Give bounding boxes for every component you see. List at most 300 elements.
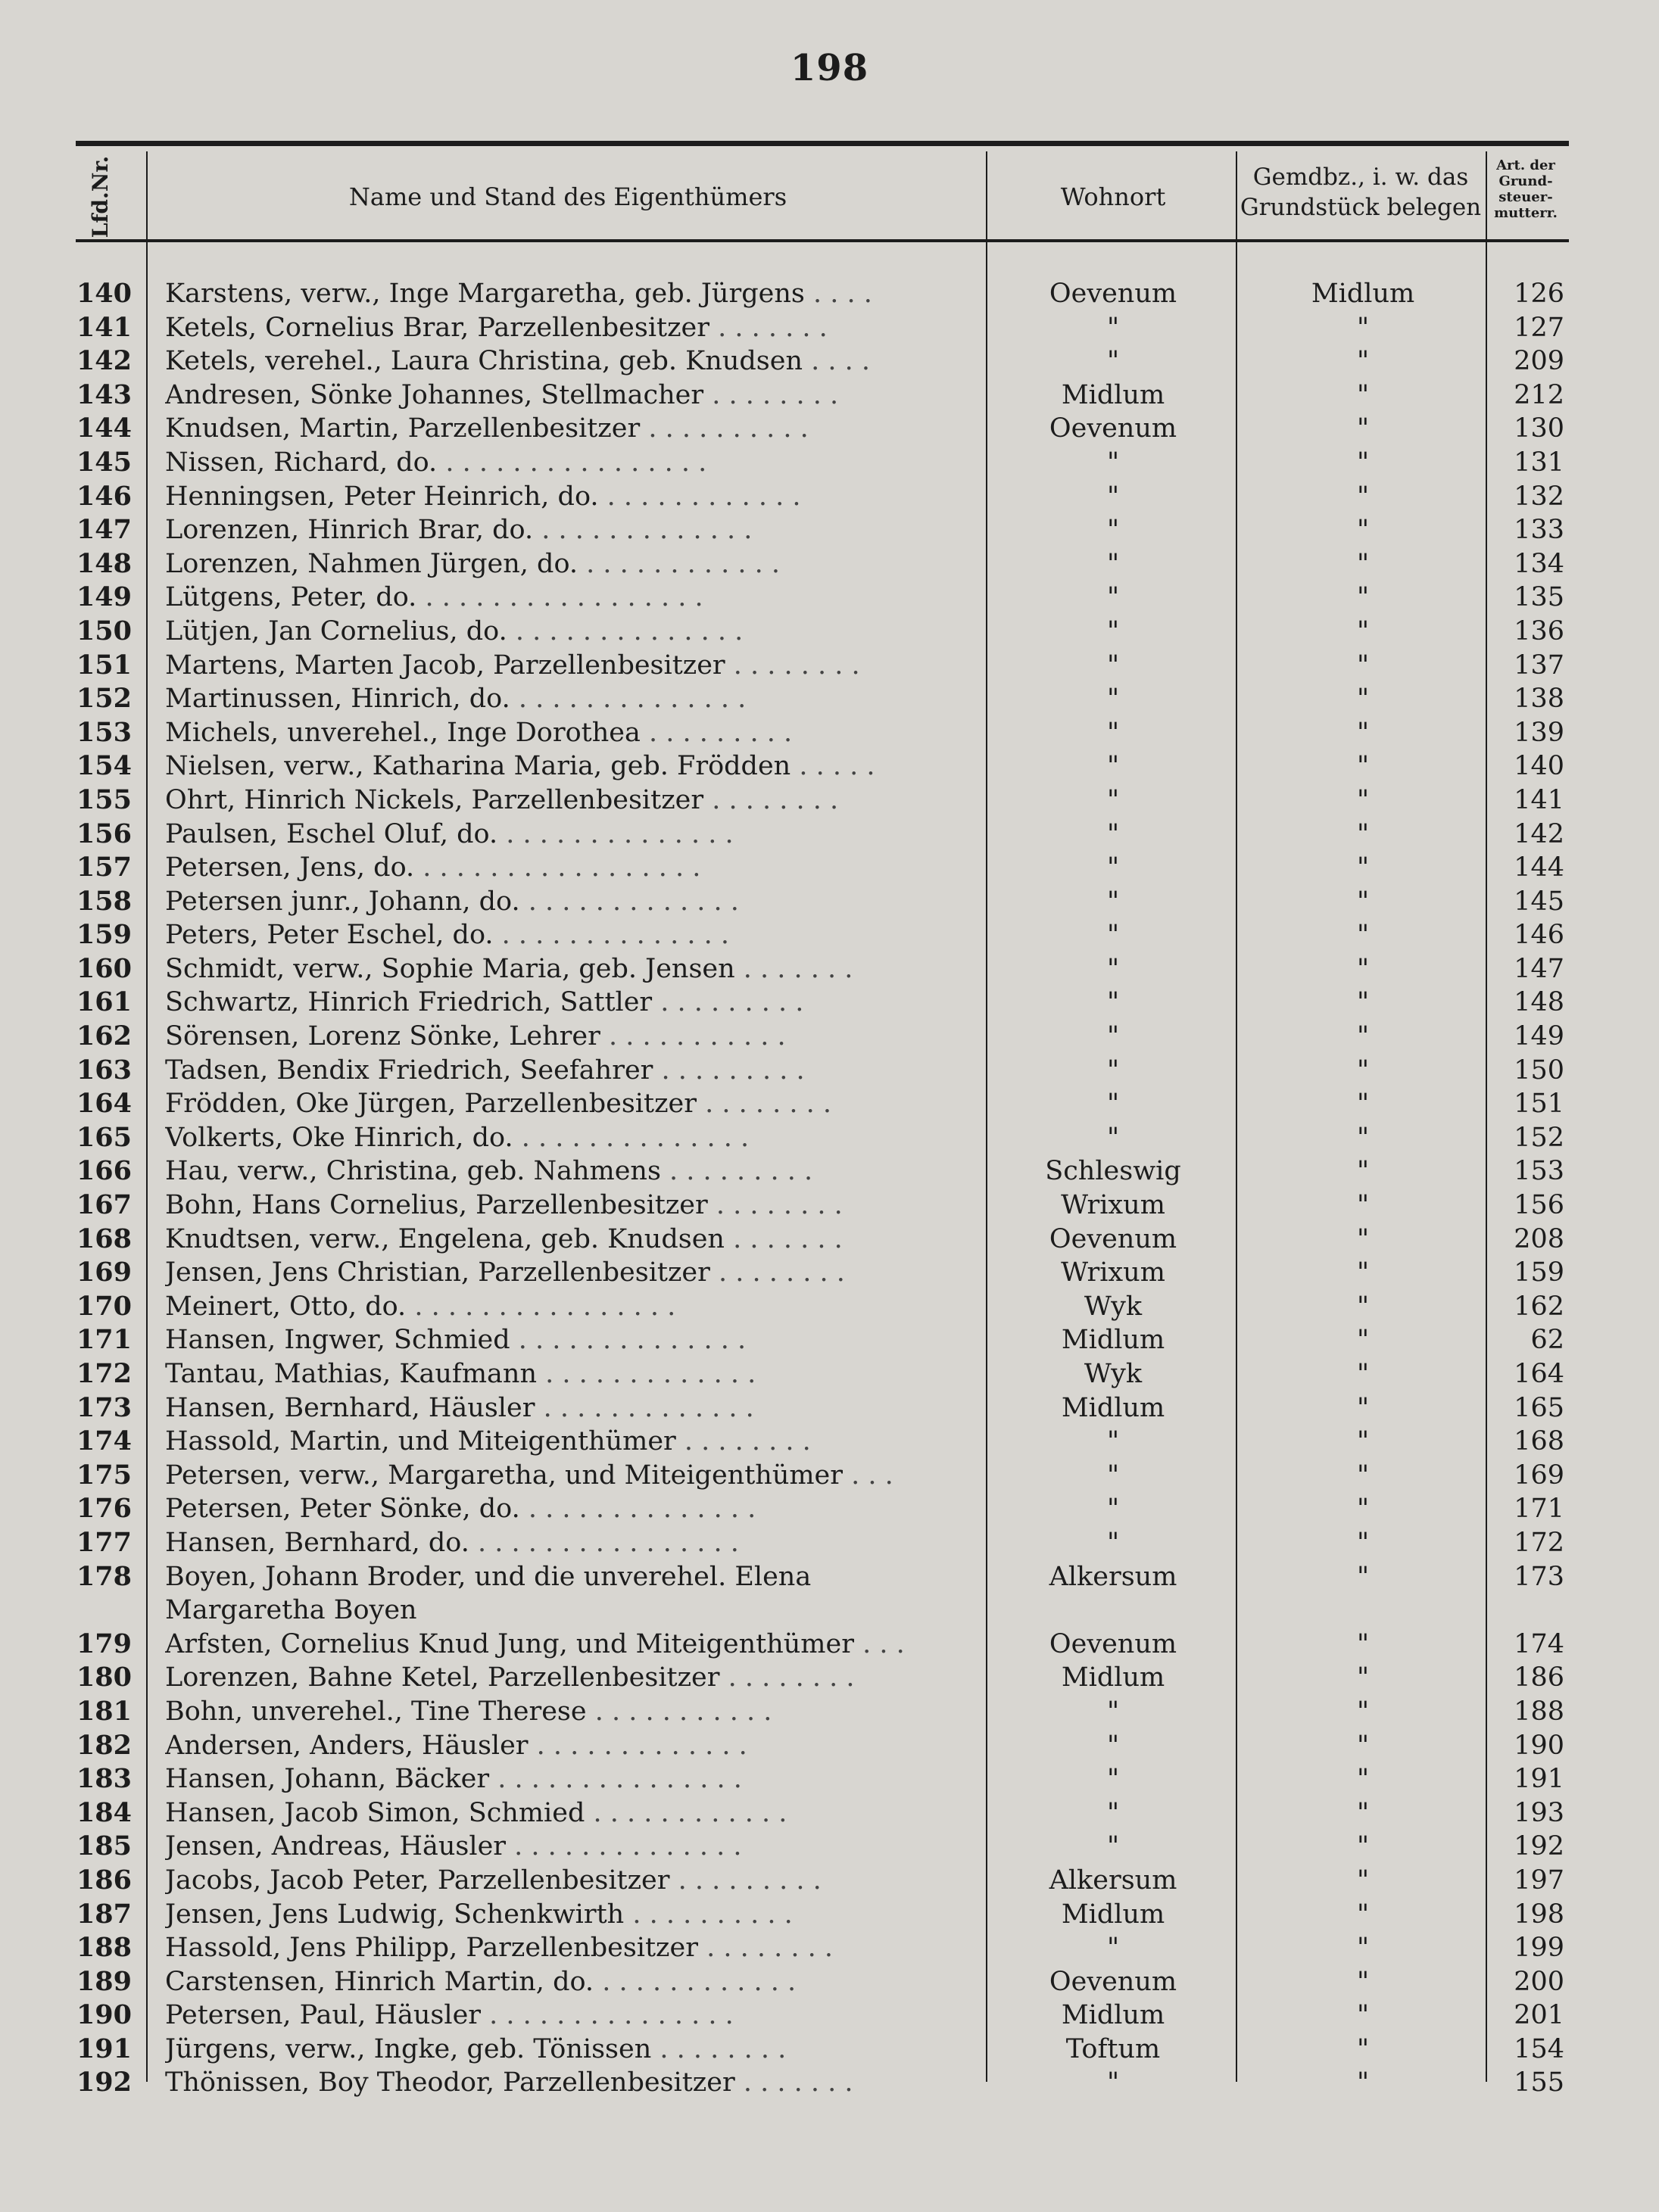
- article-number: 159: [1514, 1257, 1564, 1288]
- dot-leader: . . . . . . . . . . . . . .: [510, 1325, 747, 1356]
- owner-name: [165, 885, 975, 918]
- row-number: 168: [76, 1223, 132, 1254]
- article-number: 62: [1530, 1325, 1564, 1356]
- table-row: [0, 1628, 1659, 1662]
- dot-leader: . . . . . . . .: [707, 1190, 843, 1221]
- row-number: 192: [76, 2067, 132, 2098]
- gemarkung: ": [1356, 852, 1370, 883]
- row-number: 190: [76, 1999, 132, 2031]
- wohnort: ": [1106, 1831, 1120, 1862]
- owner-name: [165, 1290, 975, 1323]
- owner-name: [165, 1965, 975, 1999]
- dot-leader: . . . .: [804, 279, 872, 309]
- owner-name: [165, 1357, 975, 1391]
- dot-leader: . . . . . . . . .: [660, 1156, 813, 1187]
- dot-leader: . . . . . . .: [709, 312, 828, 343]
- gemarkung: ": [1356, 1325, 1370, 1356]
- row-number: 183: [76, 1763, 132, 1795]
- owner-name: [165, 379, 975, 412]
- gemarkung: ": [1356, 717, 1370, 748]
- owner-name: [165, 716, 975, 749]
- owner-name: [165, 412, 975, 445]
- owner-name: [165, 1223, 975, 1256]
- owner-name: [165, 2033, 975, 2066]
- gemarkung: ": [1356, 1764, 1370, 1795]
- header-nr: [74, 151, 127, 238]
- row-number: 177: [76, 1526, 132, 1558]
- article-number: 155: [1514, 2067, 1564, 2098]
- article-number: 135: [1514, 582, 1564, 613]
- owner-name-text: Andersen, Anders, Häusler: [165, 1730, 529, 1761]
- gemarkung: ": [1356, 1628, 1370, 1659]
- table-row: [0, 547, 1659, 581]
- gemarkung: ": [1356, 548, 1370, 579]
- table-row: [0, 2033, 1659, 2067]
- owner-name: [165, 818, 975, 851]
- owner-name-text: Tantau, Mathias, Kaufmann: [165, 1359, 537, 1389]
- article-number: 130: [1514, 413, 1564, 444]
- article-number: 139: [1514, 717, 1564, 748]
- owner-name: [165, 1628, 975, 1661]
- article-number: 186: [1514, 1662, 1564, 1693]
- dot-leader: . . . . . . . . . . . .: [598, 481, 801, 512]
- dot-leader: . . . . . . . . . . .: [586, 1696, 772, 1727]
- table-row: [0, 1223, 1659, 1257]
- row-number: 144: [76, 413, 132, 444]
- wohnort: ": [1106, 1764, 1120, 1795]
- owner-name-text: Hansen, Bernhard, Häusler: [165, 1392, 535, 1423]
- wohnort: Midlum: [1061, 1325, 1165, 1356]
- row-number: 172: [76, 1358, 132, 1389]
- wohnort: Wyk: [1084, 1291, 1143, 1322]
- owner-name: [165, 952, 975, 986]
- row-number: 169: [76, 1257, 132, 1288]
- article-number: 127: [1514, 312, 1564, 343]
- owner-name: [165, 1087, 975, 1120]
- table-row: [0, 311, 1659, 345]
- gemarkung: ": [1356, 1223, 1370, 1254]
- article-number: 199: [1514, 1933, 1564, 1964]
- header-nr-label: Lfd.Nr.: [88, 155, 113, 238]
- gemarkung: ": [1356, 447, 1370, 478]
- wohnort: ": [1106, 515, 1120, 546]
- gemarkung: ": [1356, 582, 1370, 613]
- dot-leader: . . . . . . . . . . . . .: [537, 1359, 756, 1389]
- owner-name: [165, 1526, 975, 1559]
- owner-name: [165, 1560, 975, 1627]
- dot-leader: . . . . . . . .: [703, 784, 839, 815]
- row-number: 159: [76, 919, 132, 951]
- gemarkung: ": [1356, 1291, 1370, 1322]
- owner-name-text: Ketels, Cornelius Brar, Parzellenbesitzer: [165, 312, 710, 343]
- wohnort: ": [1106, 852, 1120, 883]
- wohnort: ": [1106, 1021, 1120, 1052]
- owner-name-text: Andresen, Sönke Johannes, Stellmacher: [165, 379, 704, 410]
- table-row: [0, 1087, 1659, 1121]
- wohnort: Wrixum: [1061, 1190, 1165, 1221]
- table-row: [0, 649, 1659, 683]
- gemarkung: ": [1356, 1899, 1370, 1930]
- owner-name: [165, 344, 975, 378]
- article-number: 141: [1514, 784, 1564, 815]
- row-number: 152: [76, 683, 132, 715]
- table-row: [0, 1459, 1659, 1493]
- header-wohnort: Wohnort: [1060, 182, 1166, 211]
- table-row: [0, 1290, 1659, 1324]
- gemarkung: ": [1356, 2067, 1370, 2098]
- owner-name: [165, 1459, 975, 1492]
- owner-name-text: Jensen, Jens Christian, Parzellenbesitzer: [165, 1257, 710, 1288]
- dot-leader: . . . . . . . . . . .: [600, 1021, 786, 1052]
- wohnort: ": [1106, 1730, 1120, 1761]
- dot-leader: . . . . . . . . . . . . . .: [510, 684, 747, 715]
- top-rule: [76, 141, 1569, 146]
- row-number: 186: [76, 1864, 132, 1896]
- table-row: [0, 749, 1659, 784]
- dot-leader: . . . . . . . . . . . . . .: [519, 1494, 756, 1525]
- gemarkung: ": [1356, 1021, 1370, 1052]
- gemarkung: ": [1356, 1392, 1370, 1423]
- gemarkung: ": [1356, 413, 1370, 444]
- owner-name: [165, 784, 975, 817]
- dot-leader: . . . . . . . . . . . . .: [528, 1730, 747, 1761]
- row-number: 163: [76, 1054, 132, 1086]
- gemarkung: ": [1356, 920, 1370, 951]
- gemarkung: ": [1356, 953, 1370, 984]
- article-number: 134: [1514, 548, 1564, 579]
- page-number: 198: [790, 47, 869, 89]
- table-row: [0, 1054, 1659, 1088]
- wohnort: ": [1106, 684, 1120, 715]
- row-number: 166: [76, 1155, 132, 1187]
- table-row: [0, 818, 1659, 852]
- article-number: 168: [1514, 1426, 1564, 1457]
- owner-name-text: Petersen, Jens, do.: [165, 852, 415, 883]
- dot-leader: . . . . . . . . . . . . .: [535, 1392, 754, 1423]
- article-number: 174: [1514, 1628, 1564, 1659]
- dot-leader: . . . . . . . .: [703, 379, 839, 410]
- dot-leader: . . . . . . . . . . . . .: [533, 515, 753, 546]
- table-row: [0, 1999, 1659, 2033]
- dot-leader: . . . . . . . . . .: [624, 1899, 793, 1930]
- table-row: [0, 344, 1659, 379]
- gemarkung: ": [1356, 1561, 1370, 1592]
- article-number: 138: [1514, 684, 1564, 715]
- table-row: [0, 1965, 1659, 1999]
- owner-name: [165, 513, 975, 547]
- row-number: 182: [76, 1729, 132, 1761]
- owner-name-text: Ketels, verehel., Laura Christina, geb. Knudsen: [165, 346, 803, 377]
- table-row: [0, 1729, 1659, 1763]
- article-number: 152: [1514, 1122, 1564, 1153]
- owner-name: [165, 1492, 975, 1525]
- owner-name-text: Sörensen, Lorenz Sönke, Lehrer: [165, 1021, 600, 1052]
- gemarkung: ": [1356, 1494, 1370, 1525]
- article-number: 148: [1514, 987, 1564, 1018]
- owner-name-text: Hansen, Johann, Bäcker: [165, 1764, 490, 1795]
- article-number: 190: [1514, 1730, 1564, 1761]
- owner-name-text: Schwartz, Hinrich Friedrich, Sattler: [165, 987, 653, 1018]
- wohnort: ": [1106, 2067, 1120, 2098]
- table-row: [0, 918, 1659, 952]
- owner-name-text: Martens, Marten Jacob, Parzellenbesitzer: [165, 650, 725, 681]
- gemarkung: ": [1356, 1089, 1370, 1120]
- dot-leader: . . . . . . . . . . . . .: [519, 886, 739, 917]
- table-row: [0, 1357, 1659, 1391]
- table-row: [0, 682, 1659, 716]
- table-row: [0, 1323, 1659, 1357]
- wohnort: ": [1106, 1089, 1120, 1120]
- article-number: 164: [1514, 1359, 1564, 1389]
- article-number: 142: [1514, 818, 1564, 849]
- owner-name-text: Karstens, verw., Inge Margaretha, geb. Jürgens: [165, 279, 805, 309]
- wohnort: ": [1106, 1122, 1120, 1153]
- dot-leader: . . . . . . . .: [719, 1662, 855, 1693]
- wohnort: ": [1106, 1460, 1120, 1491]
- article-number: 145: [1514, 886, 1564, 917]
- row-number: 187: [76, 1898, 132, 1930]
- wohnort: ": [1106, 886, 1120, 917]
- table-row: [0, 446, 1659, 480]
- table-row: [0, 1526, 1659, 1560]
- owner-name-text: Hassold, Jens Philipp, Parzellenbesitzer: [165, 1933, 698, 1964]
- owner-name-text: Tadsen, Bendix Friedrich, Seefahrer: [165, 1055, 653, 1086]
- row-number: 191: [76, 2033, 132, 2064]
- owner-name: [165, 1661, 975, 1694]
- gemarkung: ": [1356, 1257, 1370, 1288]
- owner-name: [165, 1830, 975, 1863]
- owner-name-text: Bohn, unverehel., Tine Therese: [165, 1696, 587, 1727]
- dot-leader: . . . . . . . . . .: [640, 413, 809, 444]
- row-number: 164: [76, 1088, 132, 1120]
- article-number: 131: [1514, 447, 1564, 478]
- table-row: [0, 784, 1659, 818]
- gemarkung: ": [1356, 1831, 1370, 1862]
- owner-name: [165, 749, 975, 783]
- article-number: 150: [1514, 1055, 1564, 1086]
- owner-name: [165, 1999, 975, 2032]
- article-number: 147: [1514, 953, 1564, 984]
- article-number: 154: [1514, 2033, 1564, 2064]
- wohnort: ": [1106, 1055, 1120, 1086]
- wohnort: Midlum: [1061, 379, 1165, 410]
- table-row: [0, 1695, 1659, 1729]
- owner-name-text: Jacobs, Jacob Peter, Parzellenbesitzer: [165, 1865, 670, 1896]
- table-row: [0, 1425, 1659, 1459]
- owner-name-text: Knudsen, Martin, Parzellenbesitzer: [165, 413, 641, 444]
- gemarkung: ": [1356, 1359, 1370, 1389]
- row-number: 185: [76, 1830, 132, 1862]
- dot-leader: . . . .: [802, 346, 870, 377]
- gemarkung: ": [1356, 818, 1370, 849]
- article-number: 212: [1514, 379, 1564, 410]
- dot-leader: . . . . . . . . .: [653, 1055, 805, 1086]
- wohnort: ": [1106, 1933, 1120, 1964]
- wohnort: ": [1106, 615, 1120, 646]
- owner-name-text: Lorenzen, Hinrich Brar, do.: [165, 515, 534, 546]
- table-row: [0, 1864, 1659, 1898]
- row-number: 156: [76, 818, 132, 849]
- dot-leader: . . . . . . . . . . . . . .: [513, 1122, 750, 1153]
- dot-leader: . . . . . . . . . . . .: [585, 1797, 787, 1828]
- dot-leader: . . . . . . .: [734, 2067, 853, 2098]
- dot-leader: . . . . . . . .: [725, 650, 860, 681]
- owner-name: [165, 1695, 975, 1728]
- gemarkung: ": [1356, 1190, 1370, 1221]
- owner-name: [165, 1256, 975, 1289]
- wohnort: Wyk: [1084, 1359, 1143, 1389]
- owner-name: [165, 277, 975, 310]
- owner-name-text: Meinert, Otto, do.: [165, 1291, 407, 1322]
- row-number: 142: [76, 345, 132, 377]
- gemarkung: ": [1356, 2033, 1370, 2064]
- owner-name-text: Michels, unverehel., Inge Dorothea: [165, 717, 641, 748]
- owner-name: [165, 2066, 975, 2099]
- article-number: 209: [1514, 346, 1564, 377]
- row-number: 174: [76, 1425, 132, 1457]
- article-number: 132: [1514, 481, 1564, 512]
- row-number: 162: [76, 1020, 132, 1052]
- article-number: 151: [1514, 1089, 1564, 1120]
- dot-leader: . . . . . . . .: [709, 1257, 845, 1288]
- owner-name: [165, 1154, 975, 1188]
- gemarkung: ": [1356, 312, 1370, 343]
- wohnort: ": [1106, 650, 1120, 681]
- gemarkung: ": [1356, 615, 1370, 646]
- row-number: 141: [76, 311, 132, 343]
- owner-name-text: Schmidt, verw., Sophie Maria, geb. Jensen: [165, 953, 735, 984]
- article-number: 162: [1514, 1291, 1564, 1322]
- owner-name: [165, 918, 975, 952]
- owner-name: [165, 1121, 975, 1154]
- wohnort: Oevenum: [1049, 1628, 1177, 1659]
- gemarkung: ": [1356, 1966, 1370, 1997]
- dot-leader: . . . . . . . . . . . . . .: [497, 818, 734, 849]
- table-row: [0, 615, 1659, 649]
- dot-leader: . . . . . . . . . . . . . . .: [481, 2000, 734, 2031]
- owner-name: [165, 1796, 975, 1830]
- table-row: [0, 1830, 1659, 1864]
- wohnort: Oevenum: [1049, 1966, 1177, 1997]
- table-row: [0, 412, 1659, 446]
- owner-name-text: Bohn, Hans Cornelius, Parzellenbesitzer: [165, 1190, 708, 1221]
- wohnort: Wrixum: [1061, 1257, 1165, 1288]
- wohnort: Midlum: [1061, 1392, 1165, 1423]
- gemarkung: ": [1356, 684, 1370, 715]
- owner-name: [165, 1864, 975, 1897]
- owner-name-text: Petersen, Paul, Häusler: [165, 2000, 482, 2031]
- dot-leader: . . . . . . .: [734, 953, 853, 984]
- dot-leader: . . . . . . . .: [651, 2033, 787, 2064]
- owner-name-text: Thönissen, Boy Theodor, Parzellenbesitzer: [165, 2067, 735, 2098]
- table-row: [0, 1189, 1659, 1223]
- wohnort: ": [1106, 312, 1120, 343]
- owner-name-text: Lütgens, Peter, do.: [165, 582, 417, 613]
- table-row: [0, 1256, 1659, 1290]
- dot-leader: . . . . . . . . . . . . . . . .: [406, 1291, 676, 1322]
- owner-name: [165, 480, 975, 513]
- gemarkung: ": [1356, 515, 1370, 546]
- gemarkung: ": [1356, 987, 1370, 1018]
- gemarkung: ": [1356, 481, 1370, 512]
- table-row: [0, 885, 1659, 919]
- row-number: 170: [76, 1290, 132, 1322]
- table-row: [0, 1762, 1659, 1796]
- row-number: 167: [76, 1189, 132, 1221]
- owner-name: [165, 581, 975, 614]
- wohnort: ": [1106, 1426, 1120, 1457]
- row-number: 158: [76, 885, 132, 917]
- article-number: 171: [1514, 1494, 1564, 1525]
- row-number: 153: [76, 716, 132, 748]
- dot-leader: . . . . . . . .: [696, 1089, 831, 1120]
- wohnort: Schleswig: [1045, 1156, 1181, 1187]
- table-row: [0, 581, 1659, 615]
- owner-name-text: Hansen, Bernhard, do.: [165, 1527, 469, 1558]
- wohnort: Oevenum: [1049, 1223, 1177, 1254]
- article-number: 153: [1514, 1156, 1564, 1187]
- wohnort: ": [1106, 953, 1120, 984]
- row-number: 157: [76, 852, 132, 883]
- article-number: 137: [1514, 650, 1564, 681]
- wohnort: ": [1106, 548, 1120, 579]
- dot-leader: . . . . . . . . . . . .: [578, 548, 781, 579]
- owner-name-text: Carstensen, Hinrich Martin, do.: [165, 1966, 594, 1997]
- wohnort: ": [1106, 1527, 1120, 1558]
- wohnort: ": [1106, 717, 1120, 748]
- dot-leader: . . . . . . . . . . . . . . . .: [469, 1527, 739, 1558]
- owner-name-text: Jensen, Jens Ludwig, Schenkwirth: [165, 1899, 625, 1930]
- article-number: 191: [1514, 1764, 1564, 1795]
- row-number: 176: [76, 1493, 132, 1525]
- row-number: 180: [76, 1662, 132, 1693]
- row-number: 179: [76, 1628, 132, 1659]
- article-number: 200: [1514, 1966, 1564, 1997]
- wohnort: ": [1106, 447, 1120, 478]
- article-number: 140: [1514, 751, 1564, 782]
- owner-name: [165, 1054, 975, 1087]
- wohnort: Midlum: [1061, 1899, 1165, 1930]
- row-number: 150: [76, 615, 132, 646]
- article-number: 126: [1514, 279, 1564, 309]
- table-row: [0, 1661, 1659, 1695]
- owner-name: [165, 1931, 975, 1964]
- row-number: 165: [76, 1121, 132, 1153]
- article-number: 165: [1514, 1392, 1564, 1423]
- wohnort: ": [1106, 987, 1120, 1018]
- owner-name: [165, 851, 975, 884]
- table-row: [0, 513, 1659, 547]
- table-row: [0, 1391, 1659, 1425]
- owner-name-text: Hassold, Martin, und Miteigenthümer: [165, 1426, 676, 1457]
- dot-leader: . . . . . . . . . . . . . . . . .: [416, 582, 703, 613]
- article-number: 188: [1514, 1696, 1564, 1727]
- owner-name: [165, 649, 975, 682]
- gemarkung: ": [1356, 1933, 1370, 1964]
- row-number: 178: [76, 1560, 132, 1592]
- gemarkung: ": [1356, 379, 1370, 410]
- article-number: 197: [1514, 1865, 1564, 1896]
- wohnort: ": [1106, 582, 1120, 613]
- owner-name-text: Lorenzen, Bahne Ketel, Parzellenbesitzer: [165, 1662, 720, 1693]
- dot-leader: . . .: [853, 1628, 905, 1659]
- owner-name: [165, 1425, 975, 1458]
- gemarkung: ": [1356, 1122, 1370, 1153]
- owner-name-text: Petersen, verw., Margaretha, und Miteigenthümer: [165, 1460, 843, 1491]
- owner-name-text: Lütjen, Jan Cornelius, do.: [165, 615, 507, 646]
- table-row: [0, 1796, 1659, 1830]
- owner-name-text: Petersen, Peter Sönke, do.: [165, 1494, 520, 1525]
